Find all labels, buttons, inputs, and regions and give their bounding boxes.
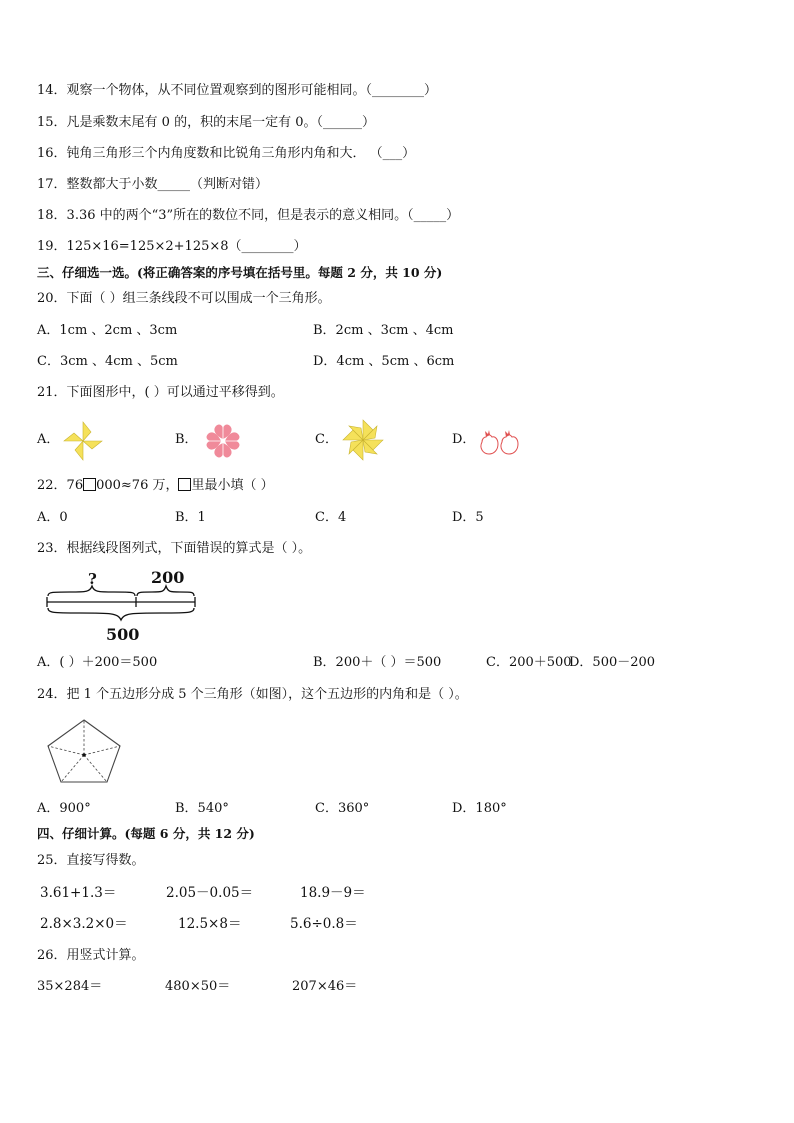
question-23-option-a[interactable]: A．( ）＋200＝500 (37, 655, 158, 670)
question-24-option-c[interactable]: C．360° (315, 801, 370, 816)
question-16: 16．钝角三角形三个内角度数和比锐角三角形内角和大． （___） (37, 146, 416, 161)
calc-item: 2.05－0.05＝ (166, 885, 254, 901)
question-24-stem: 24．把 1 个五边形分成 5 个三角形（如图），这个五边形的内角和是（ ）。 (37, 687, 468, 702)
question-22-option-b[interactable]: B．1 (175, 510, 206, 525)
question-20-option-a[interactable]: A．1cm 、2cm 、3cm (37, 323, 178, 338)
question-24-option-a[interactable]: A．900° (37, 801, 91, 816)
calc-item: 18.9－9＝ (300, 885, 366, 901)
question-21-option-d[interactable]: D． (452, 432, 476, 447)
section-4-heading: 四、仔细计算。(每题 6 分，共 12 分) (37, 826, 255, 841)
calc-item: 5.6÷0.8＝ (290, 916, 358, 932)
diagram-part-label: 200 (151, 568, 185, 587)
question-15: 15．凡是乘数末尾有 0 的，积的末尾一定有 0。（______） (37, 115, 375, 130)
question-20-stem: 20．下面（ ）组三条线段不可以围成一个三角形。 (37, 291, 331, 306)
question-25-stem: 25．直接写得数。 (37, 853, 145, 868)
question-24-option-d[interactable]: D．180° (452, 801, 507, 816)
blank-box (178, 478, 191, 491)
heart-flower-figure (202, 420, 244, 466)
question-21-option-c[interactable]: C． (315, 432, 338, 447)
question-23-option-d[interactable]: D．500－200 (569, 655, 656, 670)
question-21-option-b[interactable]: B． (175, 432, 198, 447)
vertical-calc-item: 35×284＝ (37, 979, 103, 994)
chicken-pair-figure (477, 422, 523, 460)
question-22-stem: 22．76 000≈76 万， 里最小填（ ） (37, 478, 274, 493)
question-18: 18．3.36 中的两个“3”所在的数位不同，但是表示的意义相同。（_____） (37, 208, 460, 223)
calc-item: 3.61+1.3＝ (40, 885, 117, 901)
pinwheel-figure (62, 420, 104, 466)
question-23-stem: 23．根据线段图列式，下面错误的算式是（ ）。 (37, 541, 312, 556)
question-21-stem: 21．下面图形中，( ）可以通过平移得到。 (37, 385, 284, 400)
question-14: 14．观察一个物体，从不同位置观察到的图形可能相同。（________） (37, 83, 438, 98)
calc-item: 2.8×3.2×0＝ (40, 916, 128, 932)
question-19: 19．125×16=125×2+125×8（________） (37, 239, 307, 254)
diagram-total-label: 500 (106, 625, 140, 644)
section-3-heading: 三、仔细选一选。(将正确答案的序号填在括号里。每题 2 分，共 10 分) (37, 265, 443, 280)
calc-item: 12.5×8＝ (178, 916, 242, 932)
diagram-unknown-label: ? (88, 570, 97, 588)
windmill-figure (341, 418, 385, 466)
question-22-option-d[interactable]: D．5 (452, 510, 484, 525)
vertical-calc-item: 480×50＝ (165, 979, 231, 994)
question-23-option-c[interactable]: C．200＋500 (486, 655, 572, 670)
question-20-option-c[interactable]: C．3cm 、4cm 、5cm (37, 354, 178, 369)
question-17: 17．整数都大于小数_____（判断对错） (37, 177, 269, 192)
question-26-stem: 26．用竖式计算。 (37, 948, 145, 963)
question-23-option-b[interactable]: B．200＋（ ）＝500 (313, 655, 442, 670)
pentagon-figure (44, 716, 124, 790)
question-24-option-b[interactable]: B．540° (175, 801, 229, 816)
vertical-calc-item: 207×46＝ (292, 979, 358, 994)
question-22-option-c[interactable]: C．4 (315, 510, 347, 525)
blank-box (83, 478, 96, 491)
line-segment-diagram (40, 564, 205, 650)
question-21-option-a[interactable]: A． (37, 432, 60, 447)
question-20-option-d[interactable]: D．4cm 、5cm 、6cm (313, 354, 455, 369)
question-22-option-a[interactable]: A．0 (37, 510, 68, 525)
question-20-option-b[interactable]: B．2cm 、3cm 、4cm (313, 323, 454, 338)
